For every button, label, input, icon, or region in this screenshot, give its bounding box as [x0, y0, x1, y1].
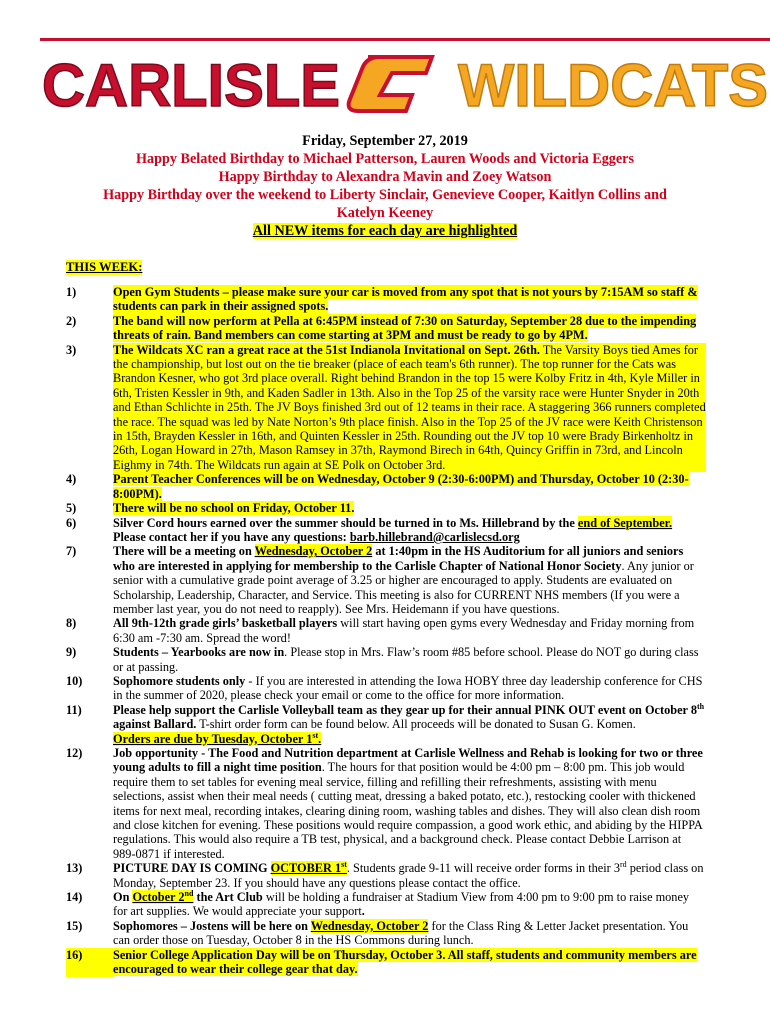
- item-text: Senior College Application Day will be on Thursday, October 3. All staff, students and community members are encouraged to wear their college gear that day.: [113, 947, 697, 977]
- list-item: 4) Parent Teacher Conferences will be on Wednesday, October 9 (2:30-6:00PM) and Thursday, October 10 (2:30-8:00PM).: [66, 472, 689, 501]
- list-item: 5) There will be no school on Friday, October 11.: [66, 501, 355, 516]
- list-item: 7) There will be a meeting on Wednesday, October 2 at 1:40pm in the HS Auditorium for all juniors and seniors who are interested in applying for membership to the Carlisle Chapter of National Honor Society. Any junior or senior with a cumulative grade point average of 3.25 or higher are encouraged to apply. Students are evaluated on Scholarship, Leadership, Character, and Service. This meeting is also for CURRENT NHS members (If you were a member last year, you do not need to reapply). See Mrs. Heidemann if you have questions.: [66, 544, 694, 616]
- list-item: 2) The band will now perform at Pella at 6:45PM instead of 7:30 on Saturday, September 28 due to the impending threats of rain. Band members can come starting at 3PM and must be ready to go by 4PM.: [66, 313, 697, 343]
- birthday-line-4: Katelyn Keeney: [336, 205, 434, 221]
- announcement-header: [40, 132, 730, 240]
- list-item: 6) Silver Cord hours earned over the summer should be turned in to Ms. Hillebrand by the end of September. Please contact her if you have any questions: barb.hillebrand@carlislecsd.org: [66, 515, 673, 544]
- list-item: 9) Students – Yearbooks are now in. Please stop in Mrs. Flaw’s room #85 before school. Please do NOT go during class or at passing.: [66, 645, 699, 674]
- list-item: 12) Job opportunity - The Food and Nutrition department at Carlisle Wellness and Rehab is looking for two or three young adults to fill a night time position. The hours for that position would be 4:00 pm – 8:00 pm. This job would require them to set tables for evening meal service, filling and refilling their refreshments, assisting with menu selections, assist when their meal needs ( cutting meat, dressing a baked potato, etc.), restocking cooler with thickened items for next meal, recording intakes, clearing dining room, washing tables and dishes. They will also clean dish room and close kitchen for evening. These positions would require compassion, a good work ethic, and abiding by the HIPPA regulations. This would also require a TB test, physical, and a background check. Please contact Debbie Larrison at 989-0871 if interested.: [66, 746, 703, 861]
- top-divider: [40, 38, 770, 41]
- list-item: 14) On October 2nd the Art Club will be holding a fundraiser at Stadium View from 4:00 pm to 9:00 pm to raise money for art supplies. We would appreciate your support.: [66, 888, 690, 919]
- item-text: Open Gym Students – please make sure your car is moved from any spot that is not yours by 7:15AM so staff & students can park in their assigned spots.: [113, 285, 698, 314]
- list-item: 1) Open Gym Students – please make sure your car is moved from any spot that is not yours by 7:15AM so staff & students can park in their assigned spots.: [66, 285, 698, 314]
- list-item: 3) The Wildcats XC ran a great race at the 51st Indianola Invitational on Sept. 26th. The Varsity Boys tied Ames for the championship, but lost out on the tie breaker (place of each team's 6th runner). The top runner for the Cats was Brandon Kesner, who got 3rd place overall. Right behind Brandon in the top 15 were Kolby Fritz in 4th, Kyle Miller in 6th, Tristen Kessler in 9th, and Kaden Sadler in 13th. Also in the Top 25 of the varsity race were Hunter Snyder in 20th and Ethan Schlichte in 25th. The JV Boys finished 3rd out of 12 teams in their race. A staggering 366 runners completed the race. The squad was led by Nate Norton’s 9th place finish. Also in the Top 25 of the JV race were Keith Christenson in 15th, Brayden Kessler in 16th, and Quinten Kessler in 25th. Rounding out the JV top 10 were Brady Birkenholtz in 26th, Logan Howard in 27th, Mason Ramsey in 37th, Raymond Birech in 64th, Quincy Griffin in 73rd, and Lincoln Eighmy in 74th. The Wildcats run again at SE Polk on October 3rd.: [66, 342, 706, 472]
- list-item: 10) Sophomore students only - If you are interested in attending the Iowa HOBY three day leadership conference for CHS in the summer of 2020, please check your email or come to the office for more information.: [66, 673, 703, 703]
- page-date: Friday, September 27, 2019: [302, 133, 468, 149]
- item-text: There will be no school on Friday, October 11.: [113, 501, 355, 516]
- list-item: 15) Sophomores – Jostens will be here on Wednesday, October 2 for the Class Ring & Letter Jacket presentation. You can order those on Tuesday, October 8 in the HS Commons during lunch.: [66, 918, 689, 948]
- list-item: 11) Please help support the Carlisle Volleyball team as they gear up for their annual PINK OUT event on October 8th against Ballard. T-shirt order form can be found below. All proceeds will be donated to Susan G. Komen. Orders are due by Tuesday, October 1st.: [66, 701, 705, 746]
- email-link[interactable]: barb.hillebrand@carlislecsd.org: [349, 529, 520, 544]
- highlight-note: All NEW items for each day are highlighted: [252, 223, 518, 239]
- item-heading: The Wildcats XC ran a great race at the 51st Indianola Invitational on Sept. 26th.: [113, 342, 540, 357]
- item-text: Parent Teacher Conferences will be on Wednesday, October 9 (2:30-6:00PM) and Thursday, October 10 (2:30-8:00PM).: [113, 472, 689, 501]
- announcement-list: [66, 285, 706, 977]
- birthday-line-1: Happy Belated Birthday to Michael Patterson, Lauren Woods and Victoria Eggers: [135, 151, 634, 167]
- birthday-line-2: Happy Birthday to Alexandra Mavin and Zoey Watson: [218, 169, 552, 185]
- list-item: 13) PICTURE DAY IS COMING OCTOBER 1st. Students grade 9-11 will receive order forms in their 3rd period class on Monday, September 23. If you should have any questions please contact the office.: [66, 860, 704, 890]
- this-week-label: THIS WEEK:: [66, 260, 143, 274]
- wildcats-logo-icon: [349, 57, 432, 111]
- item-text: The Varsity Boys tied Ames for the championship, but lost out on the tie breaker (place of each team's 6th runner). The top runner for the Cats was Brandon Kesner, who got 3rd place overall. Right behind Brandon in the top 15 were Kolby Fritz in 4th, Kyle Miller in 6th, Tristen Kessler in 9th, and Kaden Sadler in 13th. Also in the Top 25 of the varsity race were Hunter Snyder in 20th and Ethan Schlichte in 25th. The JV Boys finished 3rd out of 12 teams in their race. A staggering 366 runners completed the race. The squad was led by Nate Norton’s 9th place finish. Also in the Top 25 of the JV race were Keith Christenson in 15th, Brayden Kessler in 16th, and Quinten Kessler in 25th. Rounding out the JV top 10 were Brady Birkenholtz in 26th, Logan Howard in 27th, Mason Ramsey in 37th, Raymond Birech in 64th, Quincy Griffin in 73rd, and Lincoln Eighmy in 74th. The Wildcats run again at SE Polk on October 3rd.: [113, 342, 706, 472]
- item-text: The band will now perform at Pella at 6:45PM instead of 7:30 on Saturday, September 28 due to the impending threats of rain. Band members can come starting at 3PM and must be ready to go by 4PM.: [113, 313, 697, 343]
- list-item: 8) All 9th-12th grade girls’ basketball players will start having open gyms every Wednesday and Friday morning from 6:30 am -7:30 am. Spread the word!: [66, 616, 695, 645]
- list-item: 16) Senior College Application Day will be on Thursday, October 3. All staff, students and community members are encouraged to wear their college gear that day.: [66, 947, 697, 977]
- carlisle-wildcats-banner: [40, 47, 770, 119]
- banner-right-word: WILDCATS: [458, 52, 768, 119]
- banner-left-word: CARLISLE: [42, 52, 340, 119]
- birthday-line-3: Happy Birthday over the weekend to Liberty Sinclair, Genevieve Cooper, Kaitlyn Collins and: [103, 187, 667, 203]
